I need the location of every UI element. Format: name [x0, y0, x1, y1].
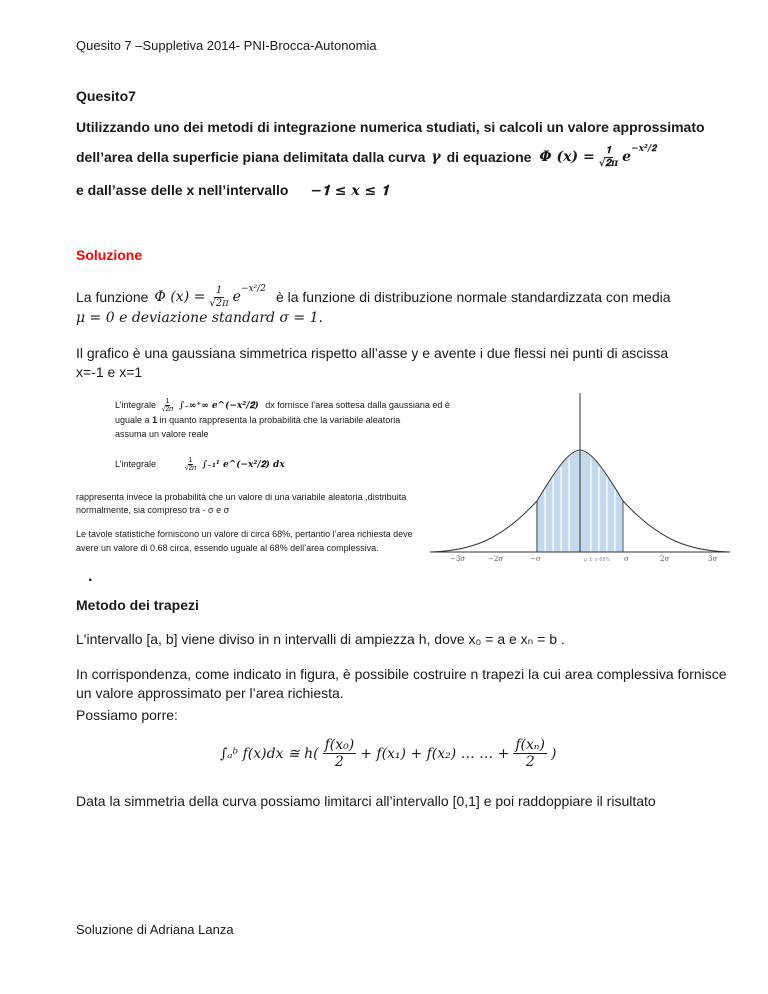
integral2-expression: ∫₋₁¹ 𝒆^(−𝒙²/𝟐) 𝒅𝒙 [201, 460, 285, 470]
integral2-prefix: L’integrale [115, 459, 157, 469]
question-title: Quesito7 [76, 88, 136, 104]
bullet-point: . [88, 568, 93, 585]
integral2-line [115, 457, 285, 472]
probability-line2: normalmente, sia compreso tra - σ e σ [76, 505, 230, 515]
tables-line2: avere un valore di 0.68 circa, essendo uguale al 68% dell’area complessiva. [76, 543, 379, 553]
tick-label: −σ [530, 555, 541, 563]
trapezoid-formula [220, 738, 556, 769]
gaussian-graph [430, 393, 730, 568]
formula-fn-fraction [513, 738, 547, 769]
interval: −𝟏 ≤ 𝒙 ≤ 𝟏 [310, 183, 389, 199]
solution-line-2: 𝜇 = 0 𝑒 𝑑𝑒𝑣𝑖𝑎𝑧𝑖𝑜𝑛𝑒 𝑠𝑡𝑎𝑛𝑑𝑎𝑟𝑑 𝜎 = 1. [76, 310, 323, 326]
trapezi-line3: un valore approssimato per l’area richiesta. [76, 685, 344, 701]
tables-line1: Le tavole statistiche forniscono un valore di circa 68%, pertantio l’area richiesta deve [76, 529, 413, 539]
phi-equation-lhs: Φ (𝒙) = [539, 149, 595, 165]
tick-label: 3σ [708, 555, 718, 563]
center-label: μ ± σ 68% [584, 557, 611, 563]
tick-label: −3σ [450, 555, 466, 563]
tick-label: σ [624, 555, 629, 563]
integral1-fraction [162, 398, 174, 413]
solution-fraction [207, 286, 230, 309]
page-footer: Soluzione di Adriana Lanza [76, 922, 234, 937]
fraction-denominator: √2𝜋 [184, 465, 197, 473]
fraction-numerator: 𝑓(𝑥ₙ) [515, 737, 546, 753]
formula-end: ) [551, 745, 557, 762]
solution-para2-line2: x=-1 e x=1 [76, 364, 143, 380]
integral1-line2 [115, 413, 400, 427]
fraction-numerator: 1 [188, 457, 193, 465]
formula-mid: + 𝑓(𝑥₁) + 𝑓(𝑥₂) … … + [360, 745, 510, 762]
probability-line1: rappresenta invece la probabilità che un valore di una variabile aleatoria ,distribuita [76, 492, 407, 502]
fraction-denominator: 2 [525, 754, 535, 770]
question-line-3 [76, 181, 389, 201]
fraction-numerator: 𝑓(𝑥₀) [324, 737, 355, 753]
integral1-line2-rest: in quanto rappresenta la probabilità che la variabile aleatoria [159, 415, 401, 425]
integral1-line3: assuma un valore reale [115, 429, 209, 439]
integral1-prefix: L’integrale [115, 400, 157, 410]
integral1-line2-text: uguale a [115, 415, 150, 425]
question-line-2-text: dell’area della superficie piana delimitata dalla curva [76, 149, 426, 165]
symmetry-note: Data la simmetria della curva possiamo limitarci all’intervallo [0,1] e poi raddoppiare il risultato [76, 793, 656, 809]
gamma-symbol: γ [431, 149, 441, 165]
question-line-3-text: e dall’asse delle x nell’intervallo [76, 182, 289, 198]
question-fraction [597, 146, 620, 169]
integral1-suffix: dx fornisce l’area sottesa dalla gaussiana ed è [265, 400, 450, 410]
solution-title: Soluzione [76, 247, 143, 263]
exp-base: 𝒆 [622, 149, 632, 165]
solution-exp-base: 𝑒 [232, 289, 241, 305]
page-header: Quesito 7 –Suppletiva 2014- PNI-Brocca-Autonomia [76, 38, 377, 53]
integral1-line [115, 398, 450, 413]
solution-para2-line1: Il grafico è una gaussiana simmetrica rispetto all’asse y e avente i due flessi nei punti di ascissa [76, 345, 669, 361]
solution-intro-suffix: è la funzione di distribuzione normale standardizzata con media [275, 289, 671, 305]
question-line-2 [76, 146, 656, 169]
trapezi-title: Metodo dei trapezi [76, 597, 199, 613]
solution-phi-lhs: Φ (𝑥) = [154, 289, 206, 305]
formula-lhs: ∫ₐᵇ 𝑓(𝑥)𝑑𝑥 ≅ ℎ( [220, 745, 319, 762]
question-line-1: Utilizzando uno dei metodi di integrazione numerica studiati, si calcoli un valore approssimato [76, 119, 705, 135]
tick-label: 2σ [660, 555, 670, 563]
formula-f0-fraction [323, 738, 357, 769]
question-line-2-mid: di equazione [446, 149, 532, 165]
fraction-numerator: 1 [215, 285, 223, 296]
solution-intro [76, 286, 671, 309]
trapezi-line1: L'intervallo [a, b] viene diviso in n intervalli di ampiezza h, dove x₀ = a e xₙ = b . [76, 631, 565, 647]
solution-intro-prefix: La funzione [76, 289, 149, 305]
exponent: −𝒙²/𝟐 [631, 144, 657, 154]
integral2-fraction [185, 457, 197, 472]
integral1-value: 1 [152, 415, 158, 425]
fraction-numerator: 1 [165, 398, 170, 406]
fraction-denominator: 2 [334, 754, 344, 770]
fraction-denominator: √2𝜋 [161, 406, 174, 414]
tick-label: −2σ [488, 555, 504, 563]
fraction-numerator: 𝟏 [605, 145, 612, 156]
integral1-expression: ∫₋∞⁺∞ 𝒆^(−𝒙²/𝟐) [178, 401, 259, 411]
fraction-denominator: √𝟐𝝅 [598, 158, 619, 169]
possiamo-porre: Possiamo porre: [76, 707, 178, 723]
solution-exponent: −𝑥²/2 [240, 284, 266, 294]
fraction-denominator: √2𝜋 [209, 298, 229, 309]
trapezi-line2: In corrispondenza, come indicato in figura, è possibile costruire n trapezi la cui area complessiva fornisce [76, 666, 727, 682]
